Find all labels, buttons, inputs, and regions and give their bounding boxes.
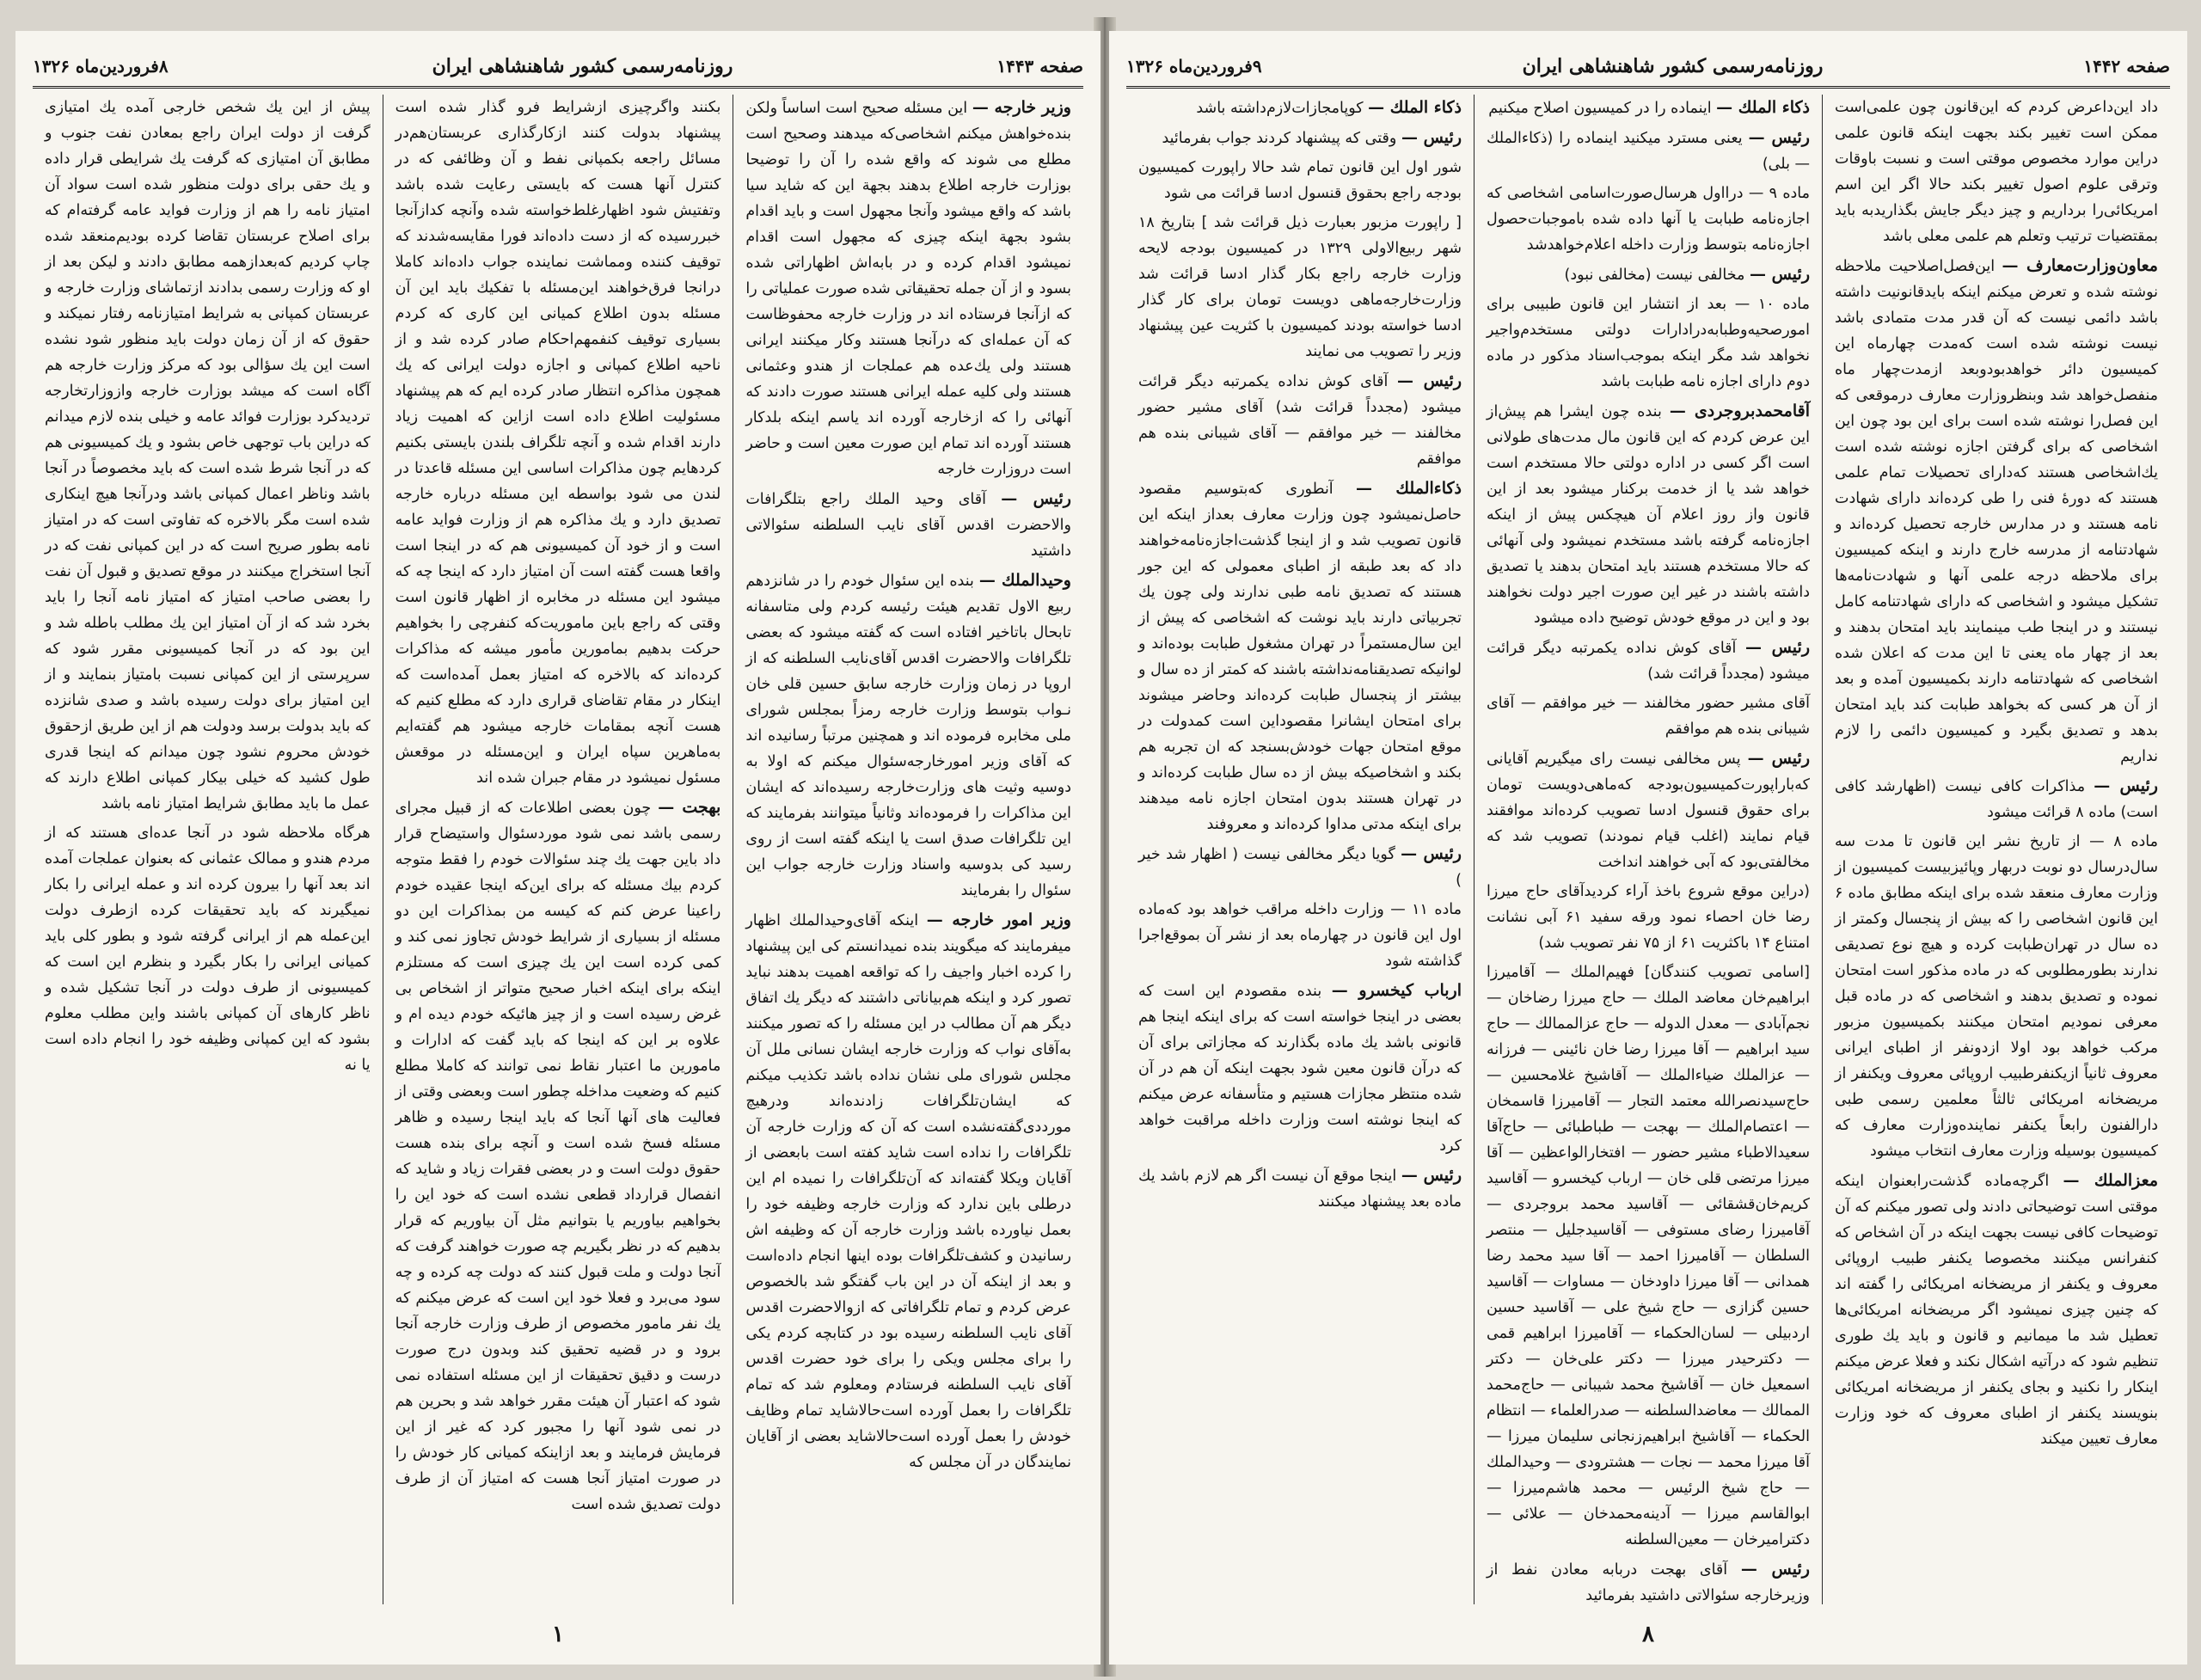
- text-block: [1138, 841, 1462, 893]
- paragraph-text: ماده ۸ — از تاریخ نشر این قانون تا مدت سه سال‌درسال دو نوبت دربهار وپائیزبیست کمیسیون از وزارت معارف منعقد شده برای اینکه مطابق ماده ۶ این قانون اشخاصی را که بیش از پنجسال وکمتر از ده سال در تهران‌طبابت کرده و هیچ نوع تصدیقی ندارند بطورمطلوبی که در ماده مذکور است امتحان نموده و تصدیق بدهند و اشخاصی که در ماده قبل معرفی نمودیم امتحان میکنند بکمیسیون مزبور مرکب خواهد بود اولا ازدونفر از اطبای ایرانی معروف ثانیاً ازیکنفرطبیب اروپائی معروف ویکنفر از مریضخانه امریکائی ثالثاً معلمین رسمی طبی دارالفنون رابعاً یکنفر نماینده‌وزارت معارف که کمیسیون بوسیله وزارت معارف انتخاب میشود: [1835, 833, 2158, 1160]
- paragraph-text: اگرچه‌ماده گذشت‌رابعنوان اینکه موقتی است توضیحاتی دادند ولی تصور میکنم که آن توضیحات کافی نیست بجهت اینکه در آن اشخاص که کنفرانس میکنند مخصوصا یکنفر طبیب اروپائی معروف و یکنفر از مریضخانه امریکائی را گفته اند که چنین چیزی نمیشود اگر مریضخانه امریکائی‌ها تعطیل شد ما میمانیم و قانون و باید یك طوری تنظیم شود که درآتیه اشکال نکند و فعلا عرض میکنم اینکار را نکنید و بجای یکنفر از مریضخانه امریکائی بنویسند یکنفر از اطبای معروف که خود وزارت معارف تعیین میکند: [1835, 1173, 2158, 1448]
- speaker-name: بهجت —: [658, 798, 721, 817]
- paragraph-text: آقای کوش نداده یکمرتبه دیگر قرائت میشود (مجدداً قرائت شد) آقای مشیر حضور مخالفند — خیر موافقم — آقای شیبانی بنده هم موافقم: [1138, 373, 1462, 468]
- text-block: [1835, 1168, 2158, 1452]
- text-block: [1138, 1162, 1462, 1215]
- text-block: [395, 95, 721, 791]
- text-block: [1835, 95, 2158, 249]
- text-block: [1138, 125, 1462, 151]
- paragraph-text: ماده ۱۰ — بعد از انتشار این قانون طبیبی برای امورصحیه‌وطبابه‌درادارات دولتی مستخدم‌واجیر نخواهد شد مگر اینکه بموجب‌اسناد مذکور در ماده دوم دارای اجازه نامه طبابت باشد: [1487, 296, 1810, 390]
- speaker-name: رئیس —: [1748, 128, 1810, 147]
- paragraph-text: بنده مقصودم این است که بعضی در اینجا خواسته است که برای اینکه اینجا هم قانونی باشد یك ماده بگذارند که مجازاتی برای آن که درآن قانون معین شود بجهت اینکه آن هم در آن شده منتظر مجازات‌ هستیم و متأسفانه عرض میکنم که اینجا نوشته است وزارت داخله مراقبت خواهد کرد: [1138, 983, 1462, 1155]
- paragraph-text: کوپامجازات‌لازم‌داشته باشد: [1196, 100, 1364, 117]
- paragraph-text: [اسامی تصویب کنندگان] فهیم‌الملك — آقامیرزا ابراهیم‌خان معاضد‌ الملك — حاج میرزا رضاخان — نجم‌آبادی — معدل‌ الدوله — حاج عزالممالك — حاج سید ابراهیم — آقا میرزا رضا خان نائینی — فرزانه — عزالملك ضیاءالملك — آقاشیخ غلامحسین — حاج‌سید‌نصرالله معتمد التجار — آقامیرزا قاسمخان — اعتصام‌الملك — بهجت — طباطبائی — حاج‌آقا سعیدالاطباء مشیر حضور — افتخارالواعظین — آقا میرزا مرتضی قلی خان — ارباب کیخسرو — آقاسید کریم‌خان‌قشقائی — آقاسید محمد بروجردی — آقامیرزا رضای مستوفی — آقاسید‌جلیل — منتصر السلطان — آقامیرزا احمد — آقا سید محمد رضا همدانی — آقا میرزا داودخان — مساوات — آقاسید حسین گزازی — حاج شیخ علی — آقاسید حسین اردبیلی — لسان‌الحکماء — آقامیرزا ابراهیم قمی — دکترحیدر میرزا — دکتر علی‌خان — دکتر اسمعیل خان — آقاشیخ محمد شیبانی — حاج‌محمد الممالك — معاضدالسلطنه — صدرالعلماء — انتظام الحکماء — آقاشیخ ابراهیم‌زنجانی سلیمان میرزا — آقا میرزا محمد — نجات — هشترودی — وحیدالملك — حاج شیخ الرئیس — محمد هاشم‌میرزا — ابوالقاسم میرزا — آدینه‌محمدخان — علائی — دکترامیرخان — معین‌السلطنه: [1487, 964, 1810, 1548]
- right-columns: [1126, 95, 2170, 1604]
- text-block: [1487, 181, 1810, 258]
- paragraph-text: هرگاه ملاحظه شود در آنجا عده‌ای هستند که از مردم هندو و ممالک عثمانی که بعنوان عملجات آمده اند بعد آنها را بیرون کرده اند و عمله ایرانی را بکار نمیگیرند که باید تحقیقات کرده ازطرف دولت این‌عمله هم از ایرانی گرفته شود و بطور کلی باید کمیانی ایرانی را بکار بگیرد و بنظرم این است که کمیسیونی از طرف دولت در آنجا تشکیل شده و ناظر کارهای آن کمپانی باشند واین مطلب معلوم بشود که این کمپانی وظیفه خود را انجام داده است یا نه: [44, 825, 371, 1074]
- paragraph-text: داد این‌داعرض کردم که این‌قانون چون علمی‌است ممکن است تغییر بکند بجهت اینکه قانون علمی دراین موارد مخصوص موقتی است و نسبت باوقات وترقی علوم اصول تغییر بکند حالا اگر این اسم امریکائی‌را برداریم و چیز دیگر جایش بگذاریدبه باید بمقتضیات ترتیب وتعلم هم علمی معلی باشد: [1835, 99, 2158, 245]
- speaker-name: آقامحمدبروجردی —: [1669, 402, 1810, 420]
- speaker-name: رئیس —: [1749, 265, 1810, 284]
- paragraph-text: آقای بهجت دربابه معادن نفط از وزیرخارجه سئوالاتی داشتید بفرمائید: [1487, 1561, 1810, 1604]
- paragraph-text: آقای کوش نداده یکمرتبه دیگر قرائت میشود (مجدداً قرائت شد): [1487, 640, 1810, 683]
- speaker-name: ذکاءالملك —: [1356, 479, 1462, 498]
- right-page: [1109, 31, 2187, 1665]
- paragraph-text: ماده ۱۱ — وزارت داخله مراقب خواهد بود که‌ماده اول این قانون در چهارماه بعد از نشر آن بموقع‌اجرا گذاشته شود: [1138, 901, 1462, 970]
- paragraph-text: اینجا موقع آن نیست اگر هم لازم باشد یك ماده بعد پیشنهاد میکنند: [1138, 1168, 1462, 1211]
- speaker-name: وزیر امور خارجه —: [926, 911, 1071, 929]
- text-block: [1487, 635, 1810, 687]
- left-column-2: [383, 95, 734, 1604]
- paragraph-text: آنطوری که‌بتوسیم مقصود حاصل‌نمیشود چون وزارت معارف بعداز اینکه این قانون تصویب شد و از اینجا گذشت‌اجازه‌نامه‌خواهند داد که بعد طبقه از اطبای معمولی که این جور هستند که تصدیق نامه طبی ندارند ولی چون یك تجربیاتی دارند باید نوشت که اشخاصی که پیش از این سال‌مستمراً در تهران مشغول طبابت بوده‌اند و لوانیکه تصدیقنامه‌نداشته باشند که کمتر از ده سال و بیشتر از پنجسال طبابت کرده‌اند وحاضر میشوند برای امتحان ایشانرا مقصوداین است کمدولت در موقع امتحان جهات خودش‌بسنجد که ان تجربه هم بکند و اشخاصیکه بیش از ده سال طبابت کرده‌اند و در تهران هستند بدون امتحان اجازه نامه میدهند برای اینکه مدتی مداوا کرده‌اند و معروفند: [1138, 481, 1462, 833]
- right-column-1: [1823, 95, 2170, 1604]
- paragraph-text: شور اول این قانون تمام شد حالا راپورت کمیسیون بودجه راجع بحقوق قنسول ادسا قرائت می شود: [1138, 159, 1462, 202]
- paragraph-text: گویا دیگر مخالفی نیست ( اظهار شد خیر ): [1138, 846, 1462, 889]
- left-columns: [33, 95, 1083, 1604]
- speaker-name: ارباب کیخسرو —: [1331, 981, 1462, 1000]
- text-block: [1487, 398, 1810, 631]
- right-column-3: [1126, 95, 1474, 1604]
- paragraph-text: مذاکرات کافی نیست (اظهارشد کافی است) ماده ۸ قرائت میشود: [1835, 778, 2158, 821]
- speaker-name: رئیس —: [1747, 749, 1810, 768]
- paragraph-text: آقای مشیر حضور مخالفند — خیر موافقم — آقای شیبانی بنده هم موافقم: [1487, 695, 1810, 738]
- text-block: [1138, 897, 1462, 974]
- text-block: [1138, 95, 1462, 121]
- newspaper-title: روزنامه‌رسمی کشور شاهنشاهی ایران: [1522, 55, 1824, 77]
- text-block: [45, 820, 371, 1078]
- text-block: [1138, 155, 1462, 206]
- speaker-name: وزیر خارجه —: [972, 98, 1071, 117]
- text-block: [1487, 879, 1810, 956]
- speaker-name: وحیدالملك —: [978, 571, 1071, 590]
- speaker-name: ذکاء الملك —: [1368, 98, 1462, 117]
- paragraph-text: [ راپورت مزبور بعبارت ذیل قرائت شد ] بتاریخ ۱۸ شهر ربیع‌الاولی ۱۳۲۹ در کمیسیون بودجه لایحه وزارت خارجه راجع بکار گذار ادسا قرائت شد وزارت‌خارجه‌ماهی دویست تومان‌ برای کار گذار ادسا خواسته بودند کمیسیون با کثریت عین پیشنهاد وزیر را تصویب می نمایند: [1138, 214, 1462, 360]
- left-page: [15, 31, 1100, 1665]
- paragraph-text: وقتی که پیشنهاد کردند جواب بفرمائید: [1162, 130, 1397, 147]
- text-block: [1835, 253, 2158, 769]
- text-block: [1487, 960, 1810, 1553]
- right-page-header: [1126, 46, 2170, 89]
- text-block: [745, 95, 1071, 482]
- paragraph-text: پس مخالفی نیست رای میگیریم آقایانی که‌باراپورت‌کمیسیون‌بودجه که‌ماهی‌دویست تومان برای حقوق قنسول ادسا تصویب کرده‌اند موافقند قیام نمایند (اغلب قیام نمودند) تصویب شد که مخالفتی‌بود که آبی خواهند انداخت: [1487, 751, 1810, 871]
- paragraph-text: (دراین موقع شروع باخذ آراء کردیدآقای حاج میرزا رضا خان احصاء نمود ورقه سفید ۶۱ آبی نشانت امتناع ۱۴ باکثریت ۶۱ از ۷۵ نفر تصویب شد): [1487, 883, 1810, 952]
- text-block: [745, 567, 1071, 904]
- text-block: [1487, 291, 1810, 395]
- paragraph-text: ماده ۹ — درااول هرسال‌صورت‌اسامی اشخاصی که اجازه‌نامه طبابت یا آنها داده شده باموجبات‌حصول اجازه‌نامه بتوسط وزارت داخله اعلام‌خواهدشد: [1487, 185, 1811, 254]
- speaker-name: رئیس —: [1401, 844, 1462, 863]
- text-block: [1487, 95, 1810, 121]
- folio-number: ۱: [552, 1622, 564, 1647]
- issue-date: ۸فروردین‌ماه ۱۳۲۶: [33, 56, 169, 77]
- paragraph-text: مخالفی نیست (مخالفی نبود): [1564, 267, 1745, 284]
- text-block: [745, 907, 1071, 1475]
- speaker-name: معزالملك —: [2063, 1171, 2158, 1190]
- page-number: صفحه ۱۴۴۳: [996, 56, 1083, 77]
- paragraph-text: اینکه آقای‌وحیدالملك اظهار میفرمایند که میگویند بنده نمیدانستم کی این پیشنهاد را کرده اخبار واجیف را که تواقعه اهمیت بدهند نباید تصور کرد و اینکه هم‌بیاناتی داشتند که دیگر یك اتفاق دیگر هم آن مطالب در این مسئله را که تصور میکنند به‌آقای نواب که وزارت خارجه ایشان‌ نسانی ملل آن مجلس شورای ملی نشان نداده باشد تکذیب میکنم که ایشان‌تلگرافات زادنده‌اند ودرهیچ مورددی‌گفته‌نشده است که آن که وزارت خارجه آن تلگرافات را نداده است شاید کفته است بابعضی از آقایان ویکلا گفته‌اند که آن‌تلگرافات را نمیده ام این درطلی باین ندارد که وزارت خارجه وظیفه خود را بعمل نیاورده باشد وزارت خارجه آن که وظیفه اش رسانیدن و کشف‌تلگرافات بوده اینها انجام داده‌است و بعد از اینکه آن در این باب گفتگو شد بالخصوص عرض کردم و تمام تلگرافاتی که ازوالاحضرت اقدس آقای نایب السلطنه رسیده بود در کتابچه کردم یکی را برای مجلس ویکی را برای خود حضرت اقدس آقای نایب السلطنه فرستادم ومعلوم شد که تمام تلگرافات را بعمل آورده است‌حالاشاید تمام وظایف خودش را بعمل آورده است‌حالاشاید بعضی از آقایان نمایندگان در آن مجلس که: [745, 912, 1071, 1471]
- speaker-name: معاون‌وزارت‌معارف —: [2002, 256, 2158, 275]
- speaker-name: ذکاء الملك —: [1716, 98, 1810, 117]
- speaker-name: رئیس —: [1396, 371, 1462, 390]
- paragraph-text: اینماده را در کمیسیون اصلاح میکنیم: [1488, 100, 1712, 117]
- left-column-3: [33, 95, 383, 1604]
- left-column-1: [733, 95, 1083, 1604]
- speaker-name: رئیس —: [1001, 489, 1071, 508]
- text-block: [745, 486, 1071, 564]
- text-block: [1138, 210, 1462, 365]
- paragraph-text: بکنند واگرچیزی ازشرایط فرو گذار شده است پیشنهاد بدولت کنند ازکارگذاری عربستان‌هم‌در مسائل راجعه بکمپانی نفط و آن وظائفی که در کنترل آنها هست که بایستی رعایت شده باشد وتفتیش شود اظهارغلط‌خواسته شده وآنچه کداز‌آنجا خبررسیده که از دست داده‌اند فورا مقایسه‌شدند که توقیف کننده ومماشت نماینده جواب داده‌اند کاملا درانجا فرق‌خواهند این‌مسئله با تفکیك باید این آن مسئله بدون اطلاع کمیانی این کاری که کردم بسیاری توقیف کنفمهم‌احکام صادر کرده شد و از ناحیه اطلاع کمپانی و اجازه دولت ایرانی که یك همچون مذاکره انتظار صادر کرده ایم که هم پیشنهاد مسئولیت اطلاع داده است ازاین که اهمیت زیاد دارند اقدام شده و آنچه تلگراف بلندن بایستی بکنیم کردهایم چون مذاکرات اساسی این مسئله قاعدتا در لندن می شود بواسطه این مسئله درباره خارجه تصدیق دارد و یك مذاکره هم از وزارت فواید عامه است و از خود آن کمیسیونی هم که در اینجا است واقعا هست گفته است آن امتیاز دارد که اینجا چه که میشود این مسئله در مخابره از اظهار قانون است وقتی که راجع باین ماموریت‌که کنفر‌چی را بخواهیم حرکت بدهیم بمامورین مأمور میشه که مذاکرات کرده‌اند که بالاخره که امتیاز بعمل آمده‌است که اینکار در مقام تقاضای قراری دارد که مطلع کنیم که هست آنچه بمقامات خارجه میشود هم گفته‌ایم به‌ماهرین سپاه ایران و این‌مسئله در موقعش مسئول نمیشود در مقام جبران شده اند: [395, 99, 721, 787]
- text-block: [1138, 368, 1462, 472]
- paragraph-text: این‌فصل‌اصلاحیت ملاحظه نوشته شده و تعرض میکنم اینکه بایدقانونیت داشته باشد دائمی نیست که آن قدر مدت متمادی باشد نیست نوشته شده است که‌مدت چهارماه این کمیسیون دائر خواهدبودوبعد ازمدت‌چهار ماه منفصل‌خواهد شد وبنظروزارت معارف درموقعی که این فصل‌را نوشته شده است برای این بود چون این اشخاصی که برای گرفتن اجازه نوشته شده است یك‌اشخاصی هستند که‌دارای تحصیلات تمام علمی هستند که دورهٔ فنی را طی کرده‌اند دارای شهادت نامه هستند و در مدارس خارجه تحصیل کرده‌اند و شهادتنامه از مدرسه خارج دارند و اینکه کمیسیون برای ملاحظه درجه علمی آنها و شهادت‌نامه‌ها تشکیل میشود و اشخاصی که دارای شهادتنامه کامل نیستند و در اینجا طب مینمایند باید امتحان بدهند و بعد از چهار ماه یعنی تا این مدت که اعلان شده اشخاصی که شهادتنامه دارند بکمیسیون آمده و بعد از آن هر کسی که بخواهد طبابت کند باید امتحان بدهد و تصدیق بگیرد و کمیسیون دائمی را لازم نداریم: [1835, 258, 2158, 765]
- speaker-name: رئیس —: [1740, 1560, 1810, 1579]
- page-number: صفحه ۱۴۴۲: [2083, 56, 2170, 77]
- text-block: [1138, 978, 1462, 1159]
- issue-date: ۹فروردین‌ماه ۱۳۲۶: [1126, 56, 1262, 77]
- paragraph-text: چون بعضی اطلاعات که از قبیل مجرای رسمی باشد نمی شود موردسئوال واستیضاح قرار داد باین جهت یك چند سئوالات خودم را فقط متوجه کردم بیك مسئله که برای این‌که اینجا عقیده خودم راعینا عرض کنم که کیسه من‌ بمذاکرات این دو مسئله از بسیاری از شرایط خودش تجاوز نمی کند و کمی کرده است این‌ یك چیزی است که مستلزم اینکه برای اینکه اخبار صحیح متواتر از اشخاص بی غرض رسیده است و از چیز هائیکه خودم دیده ام و علاوه بر این که اینجا که باید گفت که ادارات و مامورین ما اعتبار نقاط نمی توانند که کاملا مطلع کنیم که وضعیت مداخله چطور است وبعضی وقتی از فعالیت های آنها آنجا که باید اینجا رسیده و ظاهر مسئله فسخ شده است و آنچه برای بنده هست حقوق دولت است و در بعضی فقرات زیاد و شاید که انفصال قرارداد قطعی نشده است که خود این را بخواهیم بیاوریم یا بتوانیم مثل آن بیاوریم که قرار بدهیم که در نظر بگیریم چه صورت خواهند گرفت که آنجا دولت و ملت قبول کنند که دولت چه کرده و چه سود می‌برد و فعلا خود این است که عرض میکنم که یك نفر مامور مخصوص از طرف وزارت خارجه آنجا برود و در قضیه تحقیق کند وبدون درج صورت درست و دقیق تحقیقات از این مسئله استفاده نمی شود که اعتبار آن هیئت مقرر خواهد شد و بحرین هم در نمی شود آنها را مجبور کرد که غیر از این فرمایش فرمایند و بعد ازاینکه کمیانی کار خودش را در صورت امتیاز آنجا هست که امتیاز آن از طرف دولت تصدیق شده است: [395, 800, 721, 1513]
- paragraph-text: یعنی مسترد میکنید اینماده را (ذکاءالملك — بلی): [1487, 130, 1810, 173]
- paragraph-text: آقای وحید الملك راجع بتلگرافات والاحضرت اقدس آقای نایب السلطنه سئوالاتی داشتید: [745, 491, 1071, 560]
- paragraph-text: بنده این سئوال خودم را در شانزدهم ربیع الاول تقدیم هیئت رئیسه کردم ولی متاسفانه تابحال باتاخیر افتاده است که گفته میشود که بعضی تلگرافات والاحضرت اقدس آقای‌نایب السلطنه که از اروپا در زمان وزارت خارجه سابق حسین قلی خان نـواب بتوسط وزارت خارجه رمزاً بمجلس شورای ملی مخابره فرموده اند و همچنین مرتباً رسانیده اند که آقای وزیر امورخارجه‌سئوال میکنم که اولا به دوسیه وثیت های وزارت‌خارجه رسیده‌اند که ایشان این مذاکرات را فرموده‌اند وثانیاً میتوانند بفرمایند که این تلگرافات صدق است یا اینکه گفته است از روی رسید کی بدوسیه واسناد وزارت خارجه جواب این سئوال را بفرمایند: [745, 573, 1071, 899]
- speaker-name: رئیس —: [1744, 638, 1810, 657]
- text-block: [395, 794, 721, 1518]
- text-block: [1487, 261, 1810, 288]
- text-block: [1487, 745, 1810, 875]
- paragraph-text: پیش از این یك شخص خارجی آمده یك امتیازی گرفت از دولت ایران راجع بمعادن نفت جنوب و مطابق آن امتیازی که گرفت یك شرایطی قرار داده و یك حقی برای دولت منظور شده است سواد آن امتیاز نامه را هم از وزارت فواید عامه گرفته‌ام که برای اصلاح عربستان تقاضا کرده بودیم‌منعقد شده چاپ کردیم که‌بعد‌ازهمه مطابق دادند و لیکن بعد از او که وزارت رسمی بدادند ازتماشای وزارت خارجه و عربستان کمپانی به شرایط امتیازنامه رفتار نمیکند و حقوق که از آن زمان دولت باید منظور شود نشده است این یك سؤالی بود که مرکز وزارت خارجه هم آگاه است که میشد بوزارت خارجه وازوزارتخارجه تردید‌کرد بوزارت فوائد عامه و خیلی بنده لازم میدانم که دراین باب توجهی خاص بشود و یك کمیسیونی هم که در آنجا شرط شده است که باید مخصوصاً در آنجا باشد وناظر اعمال کمپانی باشد ودرآنجا هیچ اینکاری شده است مگر بالاخره که تفاوتی است که در امتیاز نامه بطور صریح است که در این کمپانی نفت که در آنجا استخراج میکنند در موقع تصدیق و قبول آن نفت را بعضی صاحب امتیاز که امتیاز نامه آنجا را باید بخرد شد که از آن امتیاز این یك مطلب باطله شد و این بود که در آنجا کمیسیونی مقرر شود که سرپرستی از این کمپانی نسبت بامتیاز بنمایند و از این امتیاز برای دولت رسیده باشد و صدی شانزده که باید بدولت برسد ودولت هم از این طریق ازحقوق خودش محروم نشود چون میدانم که اینجا قدری طول کشید که خیلی بیکار کمپانی اطلاع دارند که عمل ما باید مطابق شرایط امتیاز نامه باشد: [44, 99, 371, 812]
- left-page-header: [33, 46, 1083, 89]
- text-block: [45, 95, 371, 817]
- text-block: [1487, 1556, 1810, 1604]
- text-block: [1835, 829, 2158, 1164]
- newspaper-title: روزنامه‌رسمی کشور شاهنشاهی ایران: [432, 55, 733, 77]
- text-block: [1835, 773, 2158, 825]
- text-block: [1138, 475, 1462, 837]
- speaker-name: رئیس —: [1401, 128, 1462, 147]
- speaker-name: رئیس —: [2094, 776, 2158, 795]
- paragraph-text: بنده چون ایشرا هم پیش‌از این عرض کردم که این قانون مال مدت‌های طولانی است اگر کسی در اداره دولتی حالا مستخدم است خواهد شد یا از خدمت برکنار میشود بعد از این قانون واز روز اعلام آن هیچکس پیش از اینکه اجازه‌نامه گرفته باشد مستخدم نمیشود ولی آنهائی که حالا مستخدم هستند باید امتحان بدهند یا تصدیق داشته باشند در غیر این صورت اجیر دولت نخواهند بود و این در موقع خودش توضیح داده میشود: [1487, 403, 1810, 627]
- speaker-name: رئیس —: [1401, 1166, 1462, 1185]
- folio-number: ۸: [1642, 1622, 1654, 1647]
- right-column-2: [1474, 95, 1823, 1604]
- paragraph-text: این مسئله صحیح است اساساً ولکن بنده‌خواهش میکنم اشخاصی‌که میدهند وصحیح است مطلع می شوند که واقع شده را آن را توضیحا بوزارت خارجه اطلاع بدهند بجهة این که شاید سیا باشد که واقع میشود وآنجا مجهول است و باید اقدام بشود بجهة اینکه چیزی که مجهول است اقدام نمیشود اقدام کرده و در بابه‌اش اظهاراتی شده بسود و از آن جمله تحقیقاتی شده صورت عملیاتی را که ازآنجا فرستاده اند در وزارت خارجه محفوظاست که آن عمله‌ای که درآنجا هستند وکار میکنند ایرانی هستند ولی یك‌عده هم عملجات از هندو وعثمانی هستند ولی کلیه عمله ایرانی هستند صورت دادند که آنهائی را که ازخارجه آورده اند یاسم اینکه بلدکار هستند آورده اند تمام این صورت معین است و حاضر است دروزارت خارجه: [745, 100, 1071, 478]
- text-block: [1487, 690, 1810, 742]
- text-block: [1487, 125, 1810, 177]
